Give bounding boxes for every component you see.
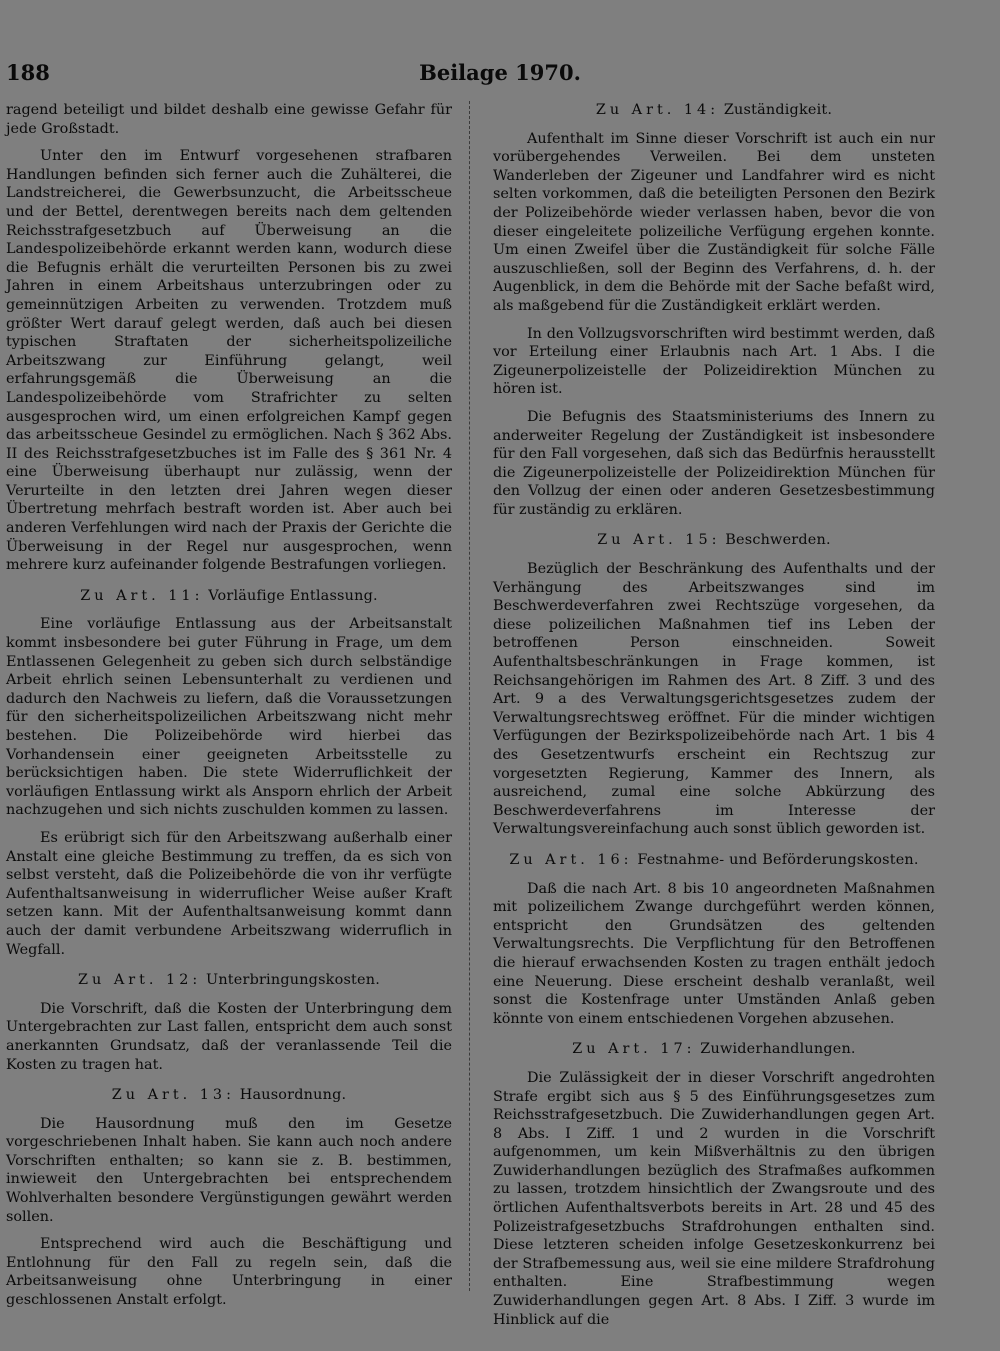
left-column bbox=[6, 101, 452, 1310]
body-paragraph: Unter den im Entwurf vorgesehenen strafbaren Handlungen befinden sich ferner auch die Zuhälterei, die Landstreicherei, die Gewerbsunzucht, die Arbeitsscheue und der Bettel, derentwegen bereits nach dem geltenden Reichsstrafgesetzbuch auf Überweisung an die Landespolizeibehörde erkannt werden kann, wodurch diese die Befugnis erhält die verurteilten Personen bis zu zwei Jahren in einem Arbeitshaus unterzubringen oder zu gemeinnützigen Arbeiten zu verwenden. Trotzdem muß größter Wert darauf gelegt werden, daß auch bei diesen typischen Straftaten der sicherheitspolizeiliche Arbeitszwang zur Einführung gelangt, weil erfahrungsgemäß die Überweisung an die Landespolizeibehörde vom Strafrichter zu selten ausgesprochen wird, um einen erfolgreichen Kampf gegen das arbeitsscheue Gesindel zu ermöglichen. Nach § 362 Abs. II des Reichsstrafgesetzbuches ist im Falle des § 361 Nr. 4 eine Überweisung überhaupt nur zulässig, wenn der Verurteilte in den letzten drei Jahren wegen dieser Übertretung mehrfach bestraft worden ist. Aber auch bei anderen Verfehlungen wird nach der Praxis der Gerichte die Überweisung in der Regel nur ausgesprochen, wenn mehrere kurz aufeinander folgende Bestrafungen vorliegen. bbox=[6, 148, 452, 574]
body-paragraph: Eine vorläufige Entlassung aus der Arbeitsanstalt kommt insbesondere bei guter Führung in Frage, um dem Entlassenen Gelegenheit zu geben sich durch selbständige Arbeit ehrlich seinen Lebensunterhalt zu verdienen und dadurch den Nachweis zu liefern, daß die Voraussetzungen für den sicherheitspolizeilichen Arbeitszwang nicht mehr bestehen. Die Polizeibehörde wird hierbei das Vorhandensein einer geeigneten Arbeitsstelle zu berücksichtigen haben. Die stete Widerruflichkeit der vorläufigen Entlassung wirkt als Ansporn ehrlich der Arbeit nachzugehen und sich nichts zuschulden kommen zu lassen. bbox=[6, 616, 452, 819]
section-title: Zuständigkeit. bbox=[719, 102, 833, 118]
section-heading bbox=[6, 587, 452, 606]
page-title: Beilage 1970. bbox=[419, 60, 581, 85]
section-title: Unterbringungskosten. bbox=[201, 972, 380, 989]
body-paragraph: Daß die nach Art. 8 bis 10 angeordneten Maßnahmen mit polizeilichem Zwange durchgeführt werden können, entspricht den Grundsätzen des geltenden Verwaltungsrechts. Die Verpflichtung für den Betroffenen die hierauf erwachsenden Kosten zu tragen enthält jedoch eine Neuerung. Diese erscheint deshalb veranlaßt, weil sonst die Kostenfrage unter Umständen Anlaß geben könnte von einem entschiedenen Vorgehen abzusehen. bbox=[493, 880, 935, 1027]
section-title: Festnahme- und Beförderungskosten. bbox=[632, 851, 919, 868]
section-heading bbox=[6, 971, 452, 990]
body-paragraph: Es erübrigt sich für den Arbeitszwang außerhalb einer Anstalt eine gleiche Bestimmung zu treffen, da es sich von selbst versteht, daß die Polizeibehörde die von ihr verfügte Aufenthaltsanweisung in widerruflicher Weise außer Kraft setzen kann. Mit der Aufenthaltsanweisung kommt dann auch der damit verbundene Arbeitszwang widerruflich in Wegfall. bbox=[6, 829, 452, 958]
section-article-ref: Zu Art. 15: bbox=[597, 532, 721, 549]
section-article-ref: Zu Art. 12: bbox=[78, 972, 202, 989]
section-article-ref: Zu Art. 11: bbox=[80, 587, 204, 604]
body-paragraph: ragend beteiligt und bildet deshalb eine gewisse Gefahr für jede Großstadt. bbox=[6, 102, 452, 137]
section-article-ref: Zu Art. 13: bbox=[111, 1087, 235, 1104]
body-paragraph: Entsprechend wird auch die Beschäftigung und Entlohnung für den Fall zu regeln sein, daß die Arbeitsanweisung ohne Unterbringung in einer geschlossenen Anstalt erfolgt. bbox=[6, 1236, 452, 1309]
section-title: Zuwiderhandlungen. bbox=[695, 1041, 856, 1058]
section-heading bbox=[6, 1086, 452, 1105]
column-divider bbox=[469, 101, 471, 1291]
body-paragraph: Die Vorschrift, daß die Kosten der Unterbringung dem Untergebrachten zur Last fallen, entspricht dem auch sonst anerkannten Grundsatz, daß der veranlassende Teil die Kosten zu tragen hat. bbox=[6, 1000, 452, 1073]
section-heading bbox=[493, 851, 935, 870]
body-paragraph: Die Befugnis des Staatsministeriums des Innern zu anderweiter Regelung der Zuständigkeit ist insbesondere für den Fall vorgesehen, daß sich das Bedürfnis herausstellt die Zigeunerpolizeistelle der Polizeidirektion München für den Vollzug der einen oder anderen Gesetzesbestimmung für zuständig zu erklären. bbox=[493, 408, 935, 518]
section-article-ref: Zu Art. 17: bbox=[572, 1041, 696, 1058]
page-header bbox=[6, 60, 994, 90]
section-heading bbox=[493, 101, 935, 120]
section-title: Vorläufige Entlassung. bbox=[203, 587, 378, 604]
body-paragraph: Die Hausordnung muß den im Gesetze vorgeschriebenen Inhalt haben. Sie kann auch noch andere Vorschriften enthalten; so kann sie z. B. bestimmen, inwieweit den Untergebrachten bei entsprechendem Wohlverhalten besondere Vergünstigungen gewährt werden sollen. bbox=[6, 1115, 452, 1225]
body-paragraph: Aufenthalt im Sinne dieser Vorschrift ist auch ein nur vorübergehendes Verweilen. Bei dem unsteten Wanderleben der Zigeuner und Landfahrer wird es nicht selten vorkommen, daß die beteiligten Personen den Bezirk der Polizeibehörde wieder verlassen haben, bevor die von dieser eingeleitete polizeiliche Verfügung ergehen konnte. Um einen Zweifel über die Zuständigkeit für solche Fälle auszuschließen, soll der Beginn des Verfahrens, d. h. der Augenblick, in dem die Behörde mit der Sache befaßt wird, als maßgebend für die Zuständigkeit erklärt werden. bbox=[493, 130, 935, 314]
section-heading bbox=[493, 1040, 935, 1059]
section-article-ref: Zu Art. 14: bbox=[595, 102, 720, 118]
body-paragraph: In den Vollzugsvorschriften wird bestimmt werden, daß vor Erteilung einer Erlaubnis nach Art. 1 Abs. I die Zigeunerpolizeistelle der Polizeidirektion München zu hören ist. bbox=[493, 325, 935, 398]
section-title: Beschwerden. bbox=[720, 532, 831, 549]
right-column bbox=[493, 101, 935, 1329]
body-paragraph: Die Zulässigkeit der in dieser Vorschrift angedrohten Strafe ergibt sich aus § 5 des Einführungsgesetzes zum Reichsstrafgesetzbuch. Die Zuwiderhandlungen gegen Art. 8 Abs. I Ziff. 1 und 2 wurden in die Vorschrift aufgenommen, um kein Mißverhältnis zu den übrigen Zuwiderhandlungen bezüglich des Strafmaßes aufkommen zu lassen, trotzdem hinsichtlich der Zwangsroute und des örtlichen Aufenthaltsverbots bereits in Art. 28 und 45 des Polizeistrafgesetzbuchs Strafdrohungen enthalten sind. Diese letzteren scheiden infolge Gesetzeskonkurrenz bei der Strafbemessung aus, weil sie eine mildere Strafdrohung enthalten. Eine Strafbestimmung wegen Zuwiderhandlungen gegen Art. 8 Abs. I Ziff. 3 wurde im Hinblick auf die bbox=[493, 1069, 935, 1328]
body-paragraph: Bezüglich der Beschränkung des Aufenthalts und der Verhängung des Arbeitszwanges sind im Beschwerdeverfahren zwei Rechtszüge vorgesehen, da diese polizeilichen Maßnahmen tief ins Leben der betroffenen Person einschneiden. Soweit Aufenthaltsbeschränkungen in Frage kommen, ist Reichsangehörigen im Rahmen des Art. 8 Ziff. 3 und des Art. 9 a des Verwaltungsgerichtsgesetzes zudem der Verwaltungsrechtsweg eröffnet. Für die minder wichtigen Verfügungen der Bezirkspolizeibehörde nach Art. 1 bis 4 des Gesetzentwurfs erscheint ein Rechtszug zur vorgesetzten Regierung, Kammer des Innern, als ausreichend, zumal eine solche Abkürzung des Beschwerdeverfahrens im Interesse der Verwaltungsvereinfachung auch sonst üblich geworden ist. bbox=[493, 561, 935, 838]
section-title: Hausordnung. bbox=[234, 1087, 347, 1104]
page-number: 188 bbox=[6, 60, 50, 85]
section-heading bbox=[493, 531, 935, 550]
section-article-ref: Zu Art. 16: bbox=[509, 851, 633, 868]
